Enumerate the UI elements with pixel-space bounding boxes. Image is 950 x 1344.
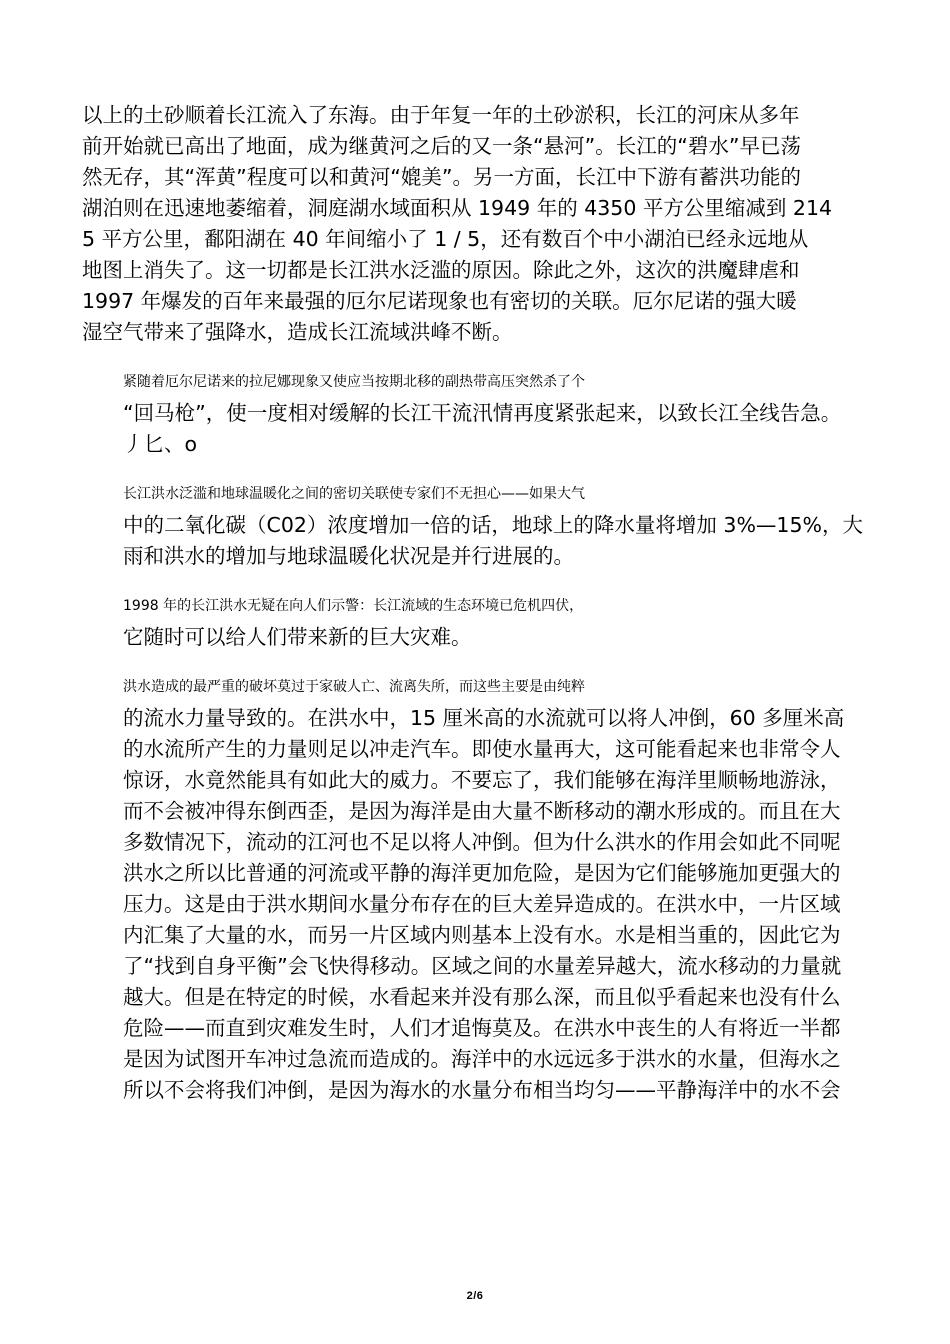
text-line: 的水流所产生的力量则足以冲走汽车。即使水量再大，这可能看起来也非常令人 [123,737,841,761]
paragraph [82,672,868,1106]
text-line: 而不会被冲得东倒西歪，是因为海洋是由大量不断移动的潮水形成的。而且在大 [123,799,841,823]
text-line: 1997 年爆发的百年来最强的厄尔尼诺现象也有密切的关联。厄尔尼诺的强大暖 [82,289,797,313]
text-line: 洪水之所以比普通的河流或平静的海洋更加危险，是因为它们能够施加更强大的 [123,861,841,885]
text-line: 前开始就已高出了地面，成为继黄河之后的又一条“悬河”。长江的“碧水”早已荡 [82,134,801,158]
text-line: 它随时可以给人们带来新的巨大灾难。 [123,625,472,649]
text-line: 了“找到自身平衡”会飞快得移动。区域之间的水量差异越大，流水移动的力量就 [123,954,842,978]
paragraph [82,367,868,460]
text-line: 湖泊则在迅速地萎缩着，洞庭湖水域面积从 1949 年的 4350 平方公里缩减到 214 [82,196,833,220]
text-line: 以上的土砂顺着长江流入了东海。由于年复一年的土砂淤积，长江的河床从多年 [82,103,800,127]
text-line: 地图上消失了。这一切都是长江洪水泛滥的原因。除此之外，这次的洪魔肆虐和 [82,258,800,282]
text-line: 惊讶，水竟然能具有如此大的威力。不要忘了，我们能够在海洋里顺畅地游泳， [123,768,841,792]
text-line: 湿空气带来了强降水，造成长江流域洪峰不断。 [82,320,513,344]
text-line: 洪水造成的最严重的破坏莫过于家破人亡、流离失所，而这些主要是由纯粹 [123,679,585,695]
text-line: 危险——而直到灾难发生时，人们才追悔莫及。在洪水中丧生的人有将近一半都 [123,1016,841,1040]
text-line: 长江洪水泛滥和地球温暖化之间的密切关联使专家们不无担心——如果大气 [123,486,585,502]
paragraph [82,479,868,572]
text-line: 中的二氧化碳（C02）浓度增加一倍的话，地球上的降水量将增加 3%—15%，大 [123,513,864,537]
text-line: 雨和洪水的增加与地球温暖化状况是并行进展的。 [123,544,574,568]
text-line: 所以不会将我们冲倒，是因为海水的水量分布相当均匀——平静海洋中的水不会 [123,1078,841,1102]
text-line: 1998 年的长江洪水无疑在向人们示警：长江流域的生态环境已危机四伏， [123,598,584,614]
text-line: “回马枪”，使一度相对缓解的长江干流汛情再度紧张起来，以致长江全线告急。 [123,401,842,425]
paragraph [82,591,868,653]
body-text [82,100,868,1106]
text-line: 5 平方公里，鄱阳湖在 40 年间缩小了 1 / 5，还有数百个中小湖泊已经永远地从 [82,227,809,251]
text-line: 是因为试图开车冲过急流而造成的。海洋中的水远远多于洪水的水量，但海水之 [123,1047,841,1071]
text-line: 越大。但是在特定的时候，水看起来并没有那么深，而且似乎看起来也没有什么 [123,985,841,1009]
page-number: 2/6 [466,1290,484,1302]
text-line: 内汇集了大量的水，而另一片区域内则基本上没有水。水是相当重的，因此它为 [123,923,841,947]
text-line: 压力。这是由于洪水期间水量分布存在的巨大差异造成的。在洪水中，一片区域 [123,892,841,916]
text-line: 丿匕、o [123,432,198,456]
text-line: 多数情况下，流动的江河也不足以将人冲倒。但为什么洪水的作用会如此不同呢 [123,830,841,854]
paragraph [82,100,868,348]
text-line: 的流水力量导致的。在洪水中，15 厘米高的水流就可以将人冲倒，60 多厘米高 [123,706,845,730]
text-line: 然无存，其“浑黄”程度可以和黄河“媲美”。另一方面，长江中下游有蓄洪功能的 [82,165,801,189]
text-line: 紧随着厄尔尼诺来的拉尼娜现象又使应当按期北移的副热带高压突然杀了个 [123,374,585,390]
